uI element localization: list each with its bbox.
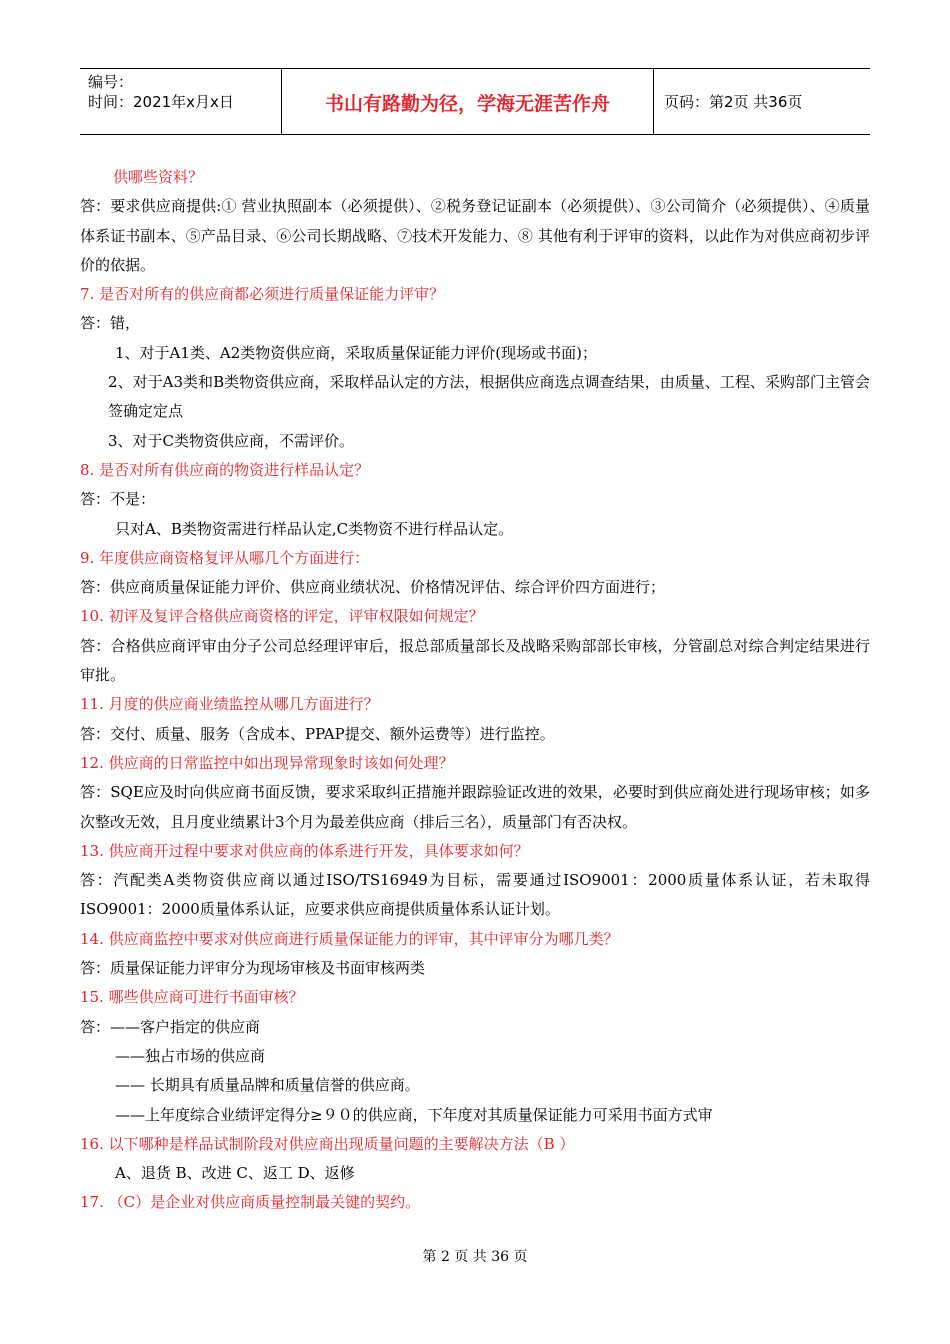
question-line: 17. （C）是企业对供应商质量控制最关键的契约。 [80,1193,421,1212]
answer-line: 答：质量保证能力评审分为现场审核及书面审核两类 [80,959,426,978]
answer-line: 答：错， [80,314,141,333]
answer-line: 答：——客户指定的供应商 [80,1017,261,1036]
question-line: 15. 哪些供应商可进行书面审核？ [80,988,304,1007]
answer-line: 2、对于A3类和B类物资供应商，采取样品认定的方法，根据供应商选点调查结果，由质量、工程、采购部门主管会签确定定点 [108,373,870,421]
answer-line: 答：供应商质量保证能力评价、供应商业绩状况、价格情况评估、综合评价四方面进行； [80,578,666,597]
question-line: 13. 供应商开过程中要求对供应商的体系进行开发，具体要求如何？ [80,841,529,860]
answer-line: 答：合格供应商评审由分子公司总经理评审后，报总部质量部长及战略采购部部长审核，分管副总对综合判定结果进行审批。 [80,636,870,685]
question-line: 14. 供应商监控中要求对供应商进行质量保证能力的评审，其中评审分为哪几类？ [80,929,619,948]
answer-line: A、退货 B、改进 C、返工 D、返修 [115,1164,355,1183]
question-line: 8. 是否对所有供应商的物资进行样品认定？ [80,460,370,479]
header-page-info: 页码：第2页 共36页 [664,93,803,111]
question-line: 12. 供应商的日常监控中如出现异常现象时该如何处理？ [80,753,454,772]
header-meta [80,69,282,134]
answer-line: 只对A、B类物资需进行样品认定,C类物资不进行样品认定。 [115,519,514,538]
answer-line: 答：汽配类A类物资供应商以通过ISO/TS16949为目标，需要通过ISO9001：2000质量体系认证，若未取得ISO9001：2000质量体系认证，应要求供应商提供质量体系认证计划。 [80,871,870,919]
answer-line: 1、对于A1类、A2类物资供应商，采取质量保证能力评价(现场或书面)； [115,343,598,362]
question-line: 7. 是否对所有的供应商都必须进行质量保证能力评审？ [80,285,445,304]
time-label: 时间：2021年x月x日 [88,93,234,111]
footer-page-number: 第 2 页 共 36 页 [422,1249,528,1265]
answer-line: 答：SQE应及时向供应商书面反馈，要求采取纠正措施并跟踪验证改进的效果，必要时到供应商处进行现场审核；如多次整改无效，且月度业绩累计3个月为最差供应商（排后三名），质量部门有否决权。 [80,783,870,831]
question-line: 9. 年度供应商资格复评从哪几个方面进行： [80,548,370,567]
answer-line: 答：交付、质量、服务（含成本、PPAP提交、额外运费等）进行监控。 [80,724,555,743]
answer-line: 3、对于C类物资供应商，不需评价。 [108,431,355,450]
number-label: 编号： [88,73,134,91]
answer-line: —— 长期具有质量品牌和质量信誉的供应商。 [115,1076,420,1095]
question-line: 供哪些资料？ [113,168,204,186]
answer-line: 答：不是： [80,490,156,509]
question-line: 16. 以下哪种是样品试制阶段对供应商出现质量问题的主要解决方法（B ） [80,1134,575,1153]
document-body [80,163,870,1218]
question-line: 10. 初评及复评合格供应商资格的评定，评审权限如何规定？ [80,607,484,626]
page-footer [0,1246,950,1266]
answer-line: ——上年度综合业绩评定得分≥９０的供应商，下年度对其质量保证能力可采用书面方式审 [115,1105,713,1124]
header-motto: 书山有路勤为径，学海无涯苦作舟 [282,69,654,134]
answer-line: ——独占市场的供应商 [115,1046,266,1065]
page-header [80,68,870,135]
answer-line: 答：要求供应商提供:① 营业执照副本（必须提供）、②税务登记证副本（必须提供）、③公司简介（必须提供）、④质量体系证书副本、⑤产品目录、⑥公司长期战略、⑦技术开发能力、⑧ 其他有利于评审的资料，以此作为对供应商初步评价的依据。 [80,197,870,274]
question-line: 11. 月度的供应商业绩监控从哪几方面进行？ [80,695,379,714]
